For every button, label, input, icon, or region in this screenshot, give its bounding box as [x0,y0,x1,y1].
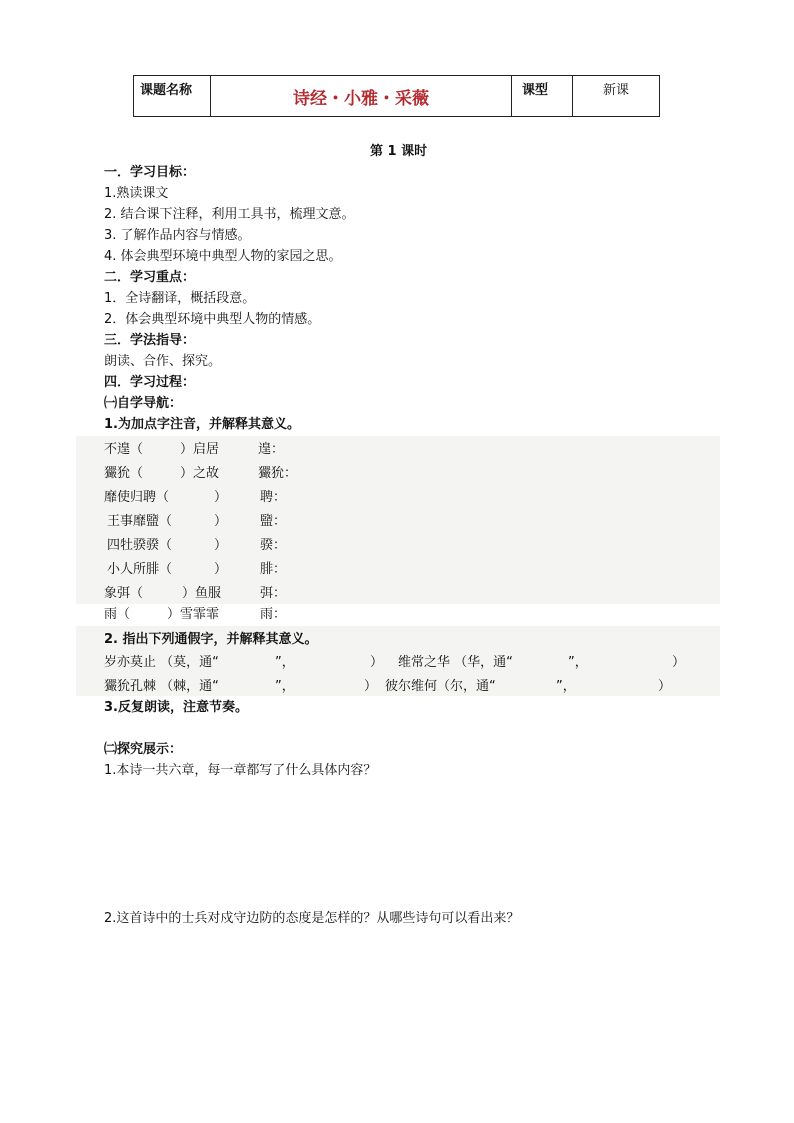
word-row: 象弭（ [104,586,144,601]
explore-title: ㈡探究展示： [104,742,183,757]
word-row: 雨（ [104,607,131,622]
tongjia-quote: ”， [568,655,588,670]
tongjia-end: ） [370,655,384,670]
word-row-suffix: ） [214,490,228,505]
word-row-suffix: ）之故 [180,466,220,481]
tongjia-end: ） [658,679,672,694]
word-row-answer: 弭： [260,586,287,601]
section-process-title: 四．学习过程： [104,375,196,390]
tongjia-quote: ”， [275,679,295,694]
word-row-answer: 遑： [258,442,285,457]
word-row-suffix: ） [214,514,228,529]
word-row-suffix: ）鱼服 [182,586,222,601]
goal-item: 1.熟读课文 [104,186,169,201]
word-row-answer: 骙： [260,538,287,553]
section-focus-title: 二．学习重点： [104,270,196,285]
shaded-block [76,436,720,604]
tongjia-item: 维常之华 （华，通“ [398,655,513,670]
tongjia-quote: ”， [275,655,295,670]
explore-question-2: 2.这首诗中的士兵对戍守边防的态度是怎样的？从哪些诗句可以看出来？ [104,911,520,926]
word-row: 不遑（ [104,442,144,457]
type-value: 新课 [573,76,660,117]
tongjia-quote: ”， [556,679,576,694]
word-row: 小人所腓（ [107,562,173,577]
focus-item: 1．全诗翻译，概括段意。 [104,291,256,306]
tongjia-end: ） [364,679,378,694]
tongjia-item: 彼尔维何（尔，通“ [385,679,496,694]
tongjia-item: 玁狁孔棘 （棘，通“ [104,679,219,694]
question-1: 1.为加点字注音，并解释其意义。 [104,417,300,432]
tongjia-item: 岁亦莫止 （莫，通“ [104,655,219,670]
word-row: 四牡骙骙（ [107,538,173,553]
goal-item: 4. 体会典型环境中典型人物的家园之思。 [104,249,342,264]
word-row-answer: 雨： [260,607,287,622]
word-row-answer: 聘： [260,490,287,505]
question-3: 3.反复朗读，注意节奏。 [104,700,248,715]
word-row-suffix: ）雪霏霏 [167,607,220,622]
method-text: 朗读、合作、探究。 [104,354,222,369]
word-row-answer: 盬： [260,514,287,529]
tongjia-end: ） [672,655,686,670]
word-row: 靡使归聘（ [104,490,170,505]
self-study-title: ㈠自学导航： [104,396,183,411]
word-row: 玁狁（ [104,466,144,481]
question-2: 2. 指出下列通假字，并解释其意义。 [104,632,318,647]
section-method-title: 三．学法指导： [104,333,196,348]
word-row-suffix: ）启居 [180,442,220,457]
goal-item: 3. 了解作品内容与情感。 [104,228,251,243]
word-row-suffix: ） [214,562,228,577]
word-row: 王事靡盬（ [107,514,173,529]
word-row-answer: 腓： [260,562,287,577]
word-row-suffix: ） [214,538,228,553]
lesson-period: 第 1 课时 [370,144,428,159]
section-goals-title: 一．学习目标： [104,165,196,180]
topic-title: 诗经・小雅・采薇 [211,76,512,117]
explore-question-1: 1.本诗一共六章，每一章都写了什么具体内容？ [104,763,377,778]
word-row-answer: 玁狁： [258,466,298,481]
focus-item: 2．体会典型环境中典型人物的情感。 [104,312,321,327]
type-label: 课型 [512,76,573,117]
lesson-header-table [133,75,660,117]
topic-label: 课题名称 [134,76,211,117]
goal-item: 2. 结合课下注释，利用工具书，梳理文意。 [104,207,355,222]
